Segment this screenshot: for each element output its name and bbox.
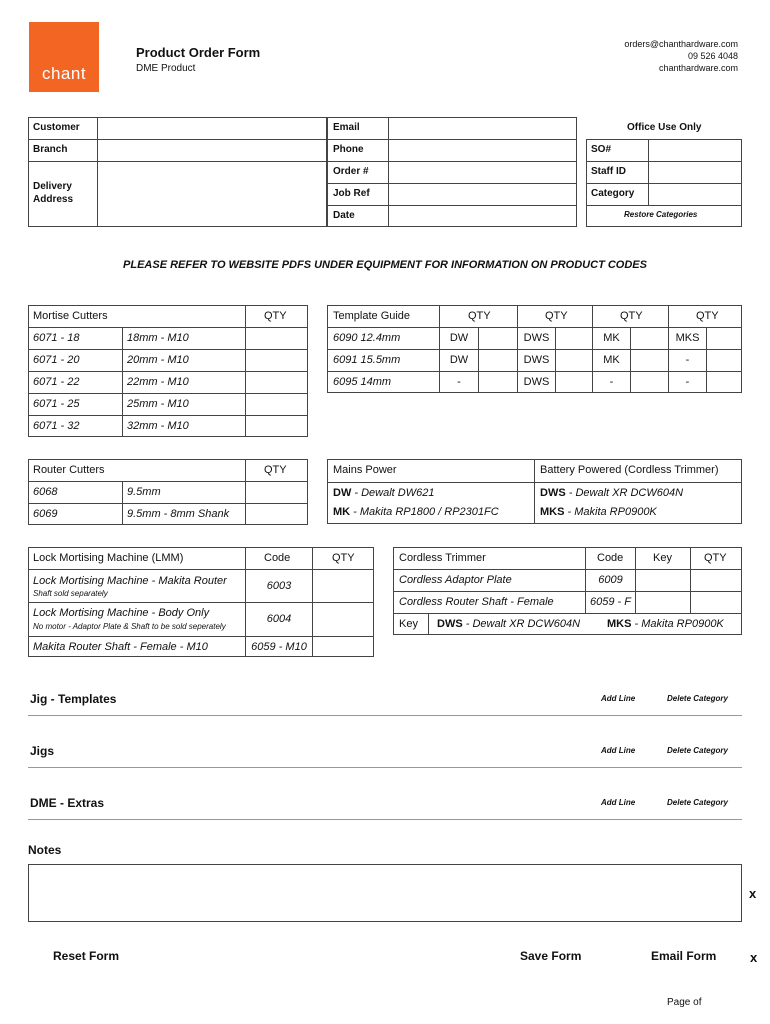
template-qty-header: QTY <box>620 310 643 322</box>
battery-power-title: Battery Powered (Cordless Trimmer) <box>540 464 719 476</box>
mortise-qty-header: QTY <box>264 310 287 322</box>
phone-label: Phone <box>333 144 364 155</box>
template-variant: DW <box>449 354 469 366</box>
cordless-dws-key: DWS <box>437 618 463 630</box>
template-variant: - <box>457 376 461 388</box>
mains-power-title: Mains Power <box>333 464 397 476</box>
mortise-desc: 18mm - M10 <box>127 332 189 344</box>
template-code: 6091 15.5mm <box>333 354 401 366</box>
cordless-dws-value: - Dewalt XR DCW604N <box>462 618 581 630</box>
template-variant: DWS <box>523 376 550 388</box>
lmm-qty-header: QTY <box>332 552 355 564</box>
cordless-code-header: Code <box>597 552 624 564</box>
email-form-button[interactable]: Email Form <box>651 949 717 963</box>
dw-value: - Dewalt DW621 <box>351 487 435 499</box>
delete-category-button[interactable]: Delete Category <box>667 694 728 703</box>
add-line-button[interactable]: Add Line <box>601 798 636 807</box>
mortise-code: 6071 - 22 <box>33 376 80 388</box>
office-title: Office Use Only <box>627 122 702 133</box>
dws-value: - Dewalt XR DCW604N <box>565 487 684 499</box>
date-input[interactable] <box>389 206 576 226</box>
cordless-item-code: 6009 <box>598 574 623 586</box>
template-variant: - <box>685 354 690 366</box>
lmm-item-code: 6059 - M10 <box>251 641 307 653</box>
add-line-button[interactable]: Add Line <box>601 746 636 755</box>
cordless-key-label: Key <box>399 618 418 630</box>
lmm-qty-input[interactable] <box>313 603 373 636</box>
template-qty-header: QTY <box>545 310 568 322</box>
template-variant: DWS <box>523 354 550 366</box>
so-input[interactable] <box>649 140 741 161</box>
customer-label: Customer <box>33 122 80 133</box>
jobref-input[interactable] <box>389 184 576 205</box>
lmm-code-header: Code <box>264 552 291 564</box>
cordless-item-name: Cordless Adaptor Plate <box>399 574 512 586</box>
mortise-desc: 20mm - M10 <box>127 354 189 366</box>
mks-value: - Makita RP0900K <box>564 506 657 518</box>
lmm-item-note: No motor - Adaptor Plate & Shaft to be sold seperately <box>33 622 226 631</box>
delivery-label: Delivery <box>33 181 72 192</box>
add-line-button[interactable]: Add Line <box>601 694 636 703</box>
delete-category-button[interactable]: Delete Category <box>667 746 728 755</box>
category-jig-templates-title: Jig - Templates <box>30 692 117 706</box>
staff-input[interactable] <box>649 162 741 183</box>
cordless-key-input[interactable] <box>636 570 690 591</box>
notes-close-button[interactable]: x <box>749 886 757 901</box>
mortise-code: 6071 - 18 <box>33 332 80 344</box>
email-input[interactable] <box>389 118 576 139</box>
delete-category-button[interactable]: Delete Category <box>667 798 728 807</box>
order-label: Order # <box>333 166 369 177</box>
page-title: Product Order Form <box>136 45 261 60</box>
date-label: Date <box>333 210 355 221</box>
template-variant: - <box>609 376 614 388</box>
page-number: Page of <box>667 997 702 1008</box>
mortise-qty-input[interactable] <box>246 416 307 436</box>
delivery-address-input[interactable] <box>98 162 326 226</box>
mortise-code: 6071 - 32 <box>33 420 80 432</box>
lmm-item-name: Lock Mortising Machine - Makita Router <box>33 575 227 587</box>
reset-form-button[interactable]: Reset Form <box>53 949 120 963</box>
staff-label: Staff ID <box>591 166 626 177</box>
cordless-qty-header: QTY <box>704 552 727 564</box>
router-code: 6068 <box>33 486 58 498</box>
lmm-qty-input[interactable] <box>313 570 373 602</box>
category-jigs-title: Jigs <box>30 744 55 758</box>
phone-input[interactable] <box>389 140 576 161</box>
so-label: SO# <box>591 144 612 155</box>
lmm-qty-input[interactable] <box>313 637 373 656</box>
cordless-item-name: Cordless Router Shaft - Female <box>399 596 554 608</box>
template-variant: DWS <box>523 332 550 344</box>
router-desc: 9.5mm <box>127 486 161 498</box>
mk-key: MK <box>333 506 351 518</box>
mortise-qty-input[interactable] <box>246 372 307 393</box>
mortise-code: 6071 - 25 <box>33 398 80 410</box>
router-title: Router Cutters <box>33 464 105 476</box>
contact-email: orders@chanthardware.com <box>624 39 738 49</box>
lmm-item-code: 6003 <box>266 580 292 592</box>
mortise-desc: 25mm - M10 <box>127 398 189 410</box>
contact-phone: 09 526 4048 <box>687 51 738 61</box>
cordless-item-code: 6059 - F <box>590 596 631 608</box>
mk-value: - Makita RP1800 / RP2301FC <box>350 506 499 518</box>
template-code: 6095 14mm <box>333 376 392 388</box>
template-code: 6090 12.4mm <box>333 332 401 344</box>
contact-web: chanthardware.com <box>658 63 738 73</box>
cordless-key-header: Key <box>653 552 672 564</box>
router-qty-input[interactable] <box>246 504 307 524</box>
footer-close-button[interactable]: x <box>750 950 758 965</box>
template-variant: DW <box>449 332 469 344</box>
cordless-key-input[interactable] <box>636 592 690 613</box>
mortise-desc: 22mm - M10 <box>127 376 189 388</box>
jobref-label: Job Ref <box>333 188 370 199</box>
cordless-title: Cordless Trimmer <box>399 552 486 564</box>
template-variant: MK <box>603 332 620 344</box>
template-variant: - <box>685 376 690 388</box>
dws-key: DWS <box>540 487 566 499</box>
lmm-item-name: Makita Router Shaft - Female - M10 <box>33 641 208 653</box>
dw-key: DW <box>333 487 352 499</box>
mortise-desc: 32mm - M10 <box>127 420 189 432</box>
mortise-code: 6071 - 20 <box>33 354 80 366</box>
notes-input[interactable] <box>28 864 742 922</box>
router-desc: 9.5mm - 8mm Shank <box>127 508 230 520</box>
template-variant: MK <box>603 354 620 366</box>
router-code: 6069 <box>33 508 58 520</box>
cordless-mks-value: - Makita RP0900K <box>631 618 724 630</box>
order-input[interactable] <box>389 162 576 183</box>
chant-logo: chant <box>29 22 99 92</box>
template-variant: MKS <box>675 332 700 344</box>
page-subtitle: DME Product <box>136 63 196 74</box>
mortise-qty-input[interactable] <box>246 394 307 415</box>
lmm-item-note: Shaft sold separately <box>33 589 108 598</box>
email-label: Email <box>333 122 360 133</box>
cordless-mks-key: MKS <box>607 618 632 630</box>
mks-key: MKS <box>540 506 565 518</box>
category-input[interactable] <box>649 184 741 205</box>
router-qty-header: QTY <box>264 464 287 476</box>
cordless-qty-input[interactable] <box>691 592 741 613</box>
template-qty-header: QTY <box>696 310 719 322</box>
category-dme-extras-title: DME - Extras <box>30 796 105 810</box>
router-qty-input[interactable] <box>246 482 307 503</box>
customer-input[interactable] <box>98 118 326 139</box>
branch-label: Branch <box>33 144 68 155</box>
notes-title: Notes <box>28 843 62 857</box>
category-label: Category <box>591 188 635 199</box>
save-form-button[interactable]: Save Form <box>520 949 582 963</box>
template-qty-header: QTY <box>468 310 491 322</box>
lmm-title: Lock Mortising Machine (LMM) <box>33 552 184 564</box>
mortise-title: Mortise Cutters <box>33 310 108 322</box>
mortise-qty-input[interactable] <box>246 328 307 349</box>
restore-categories-button[interactable]: Restore Categories <box>624 210 698 219</box>
lmm-item-name: Lock Mortising Machine - Body Only <box>33 607 210 619</box>
template-title: Template Guide <box>333 310 411 322</box>
lmm-item-code: 6004 <box>266 613 292 625</box>
address-label: Address <box>33 194 74 205</box>
branch-input[interactable] <box>98 140 326 161</box>
notice: PLEASE REFER TO WEBSITE PDFS UNDER EQUIPMENT FOR INFORMATION ON PRODUCT CODES <box>123 259 647 271</box>
cordless-qty-input[interactable] <box>691 570 741 591</box>
mortise-qty-input[interactable] <box>246 350 307 371</box>
